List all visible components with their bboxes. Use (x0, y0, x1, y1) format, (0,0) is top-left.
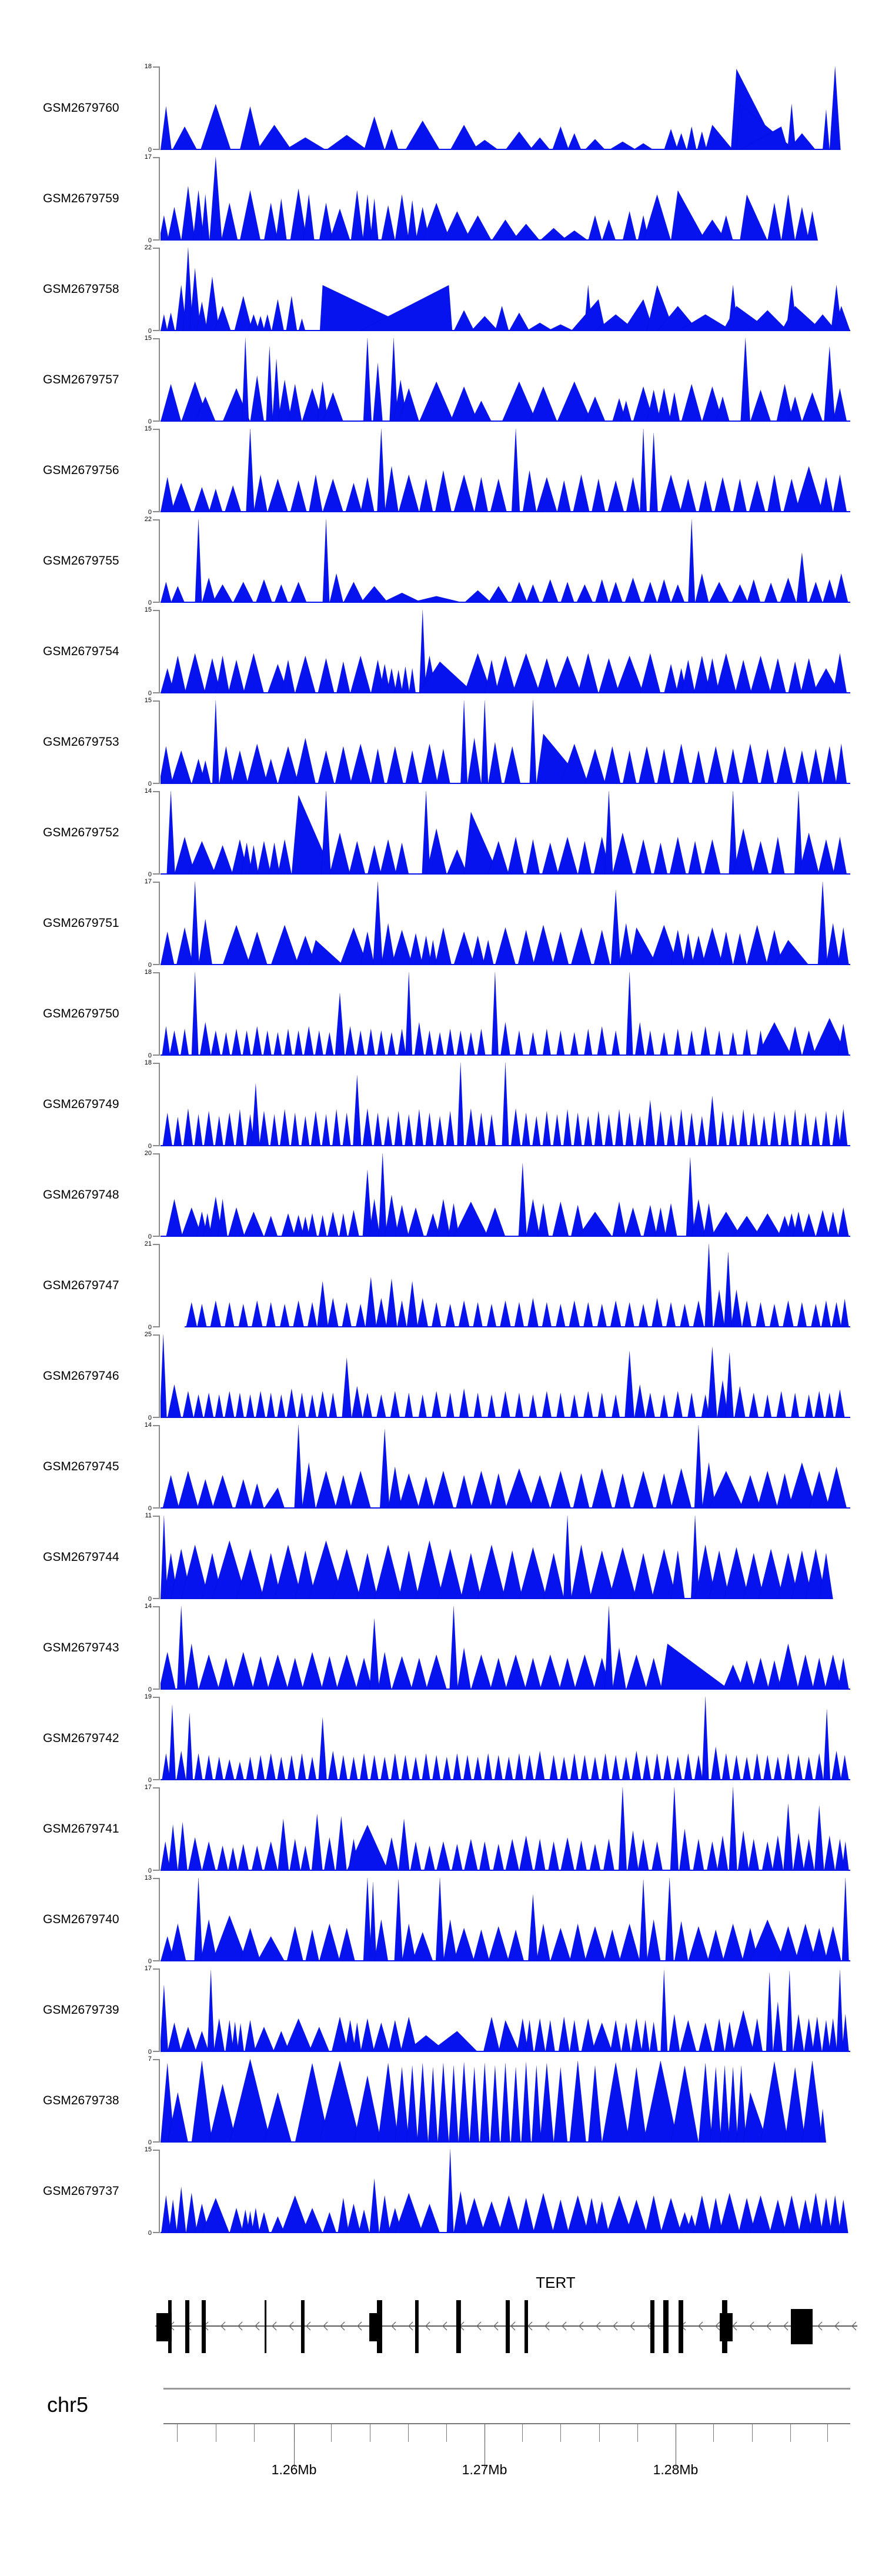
yaxis-zero-label: 0 (148, 1052, 152, 1059)
coverage-area (161, 1878, 850, 1961)
coverage-track (0, 1693, 882, 1784)
yaxis-line (159, 1153, 160, 1237)
sample-label: GSM2679744 (43, 1550, 119, 1564)
yaxis-max-label: 18 (144, 1059, 152, 1066)
coverage-area (161, 700, 850, 784)
yaxis-line (159, 2059, 160, 2143)
coverage-area (161, 519, 850, 603)
yaxis-zero-label: 0 (148, 146, 152, 154)
yaxis-max-label: 25 (144, 1331, 152, 1338)
coverage-track (0, 1874, 882, 1965)
sample-label: GSM2679758 (43, 282, 119, 296)
yaxis-line (159, 1878, 160, 1961)
yaxis-line (159, 882, 160, 965)
yaxis-max-label: 20 (144, 1150, 152, 1157)
coverage-area (161, 882, 850, 965)
sample-label: GSM2679746 (43, 1369, 119, 1383)
coverage-track (0, 154, 882, 244)
sample-label: GSM2679737 (43, 2184, 119, 2198)
sample-label: GSM2679747 (43, 1279, 119, 1292)
yaxis-zero-label: 0 (148, 1233, 152, 1240)
yaxis-line (159, 2150, 160, 2233)
yaxis-zero-label: 0 (148, 599, 152, 606)
sample-label: GSM2679749 (43, 1097, 119, 1111)
sample-label: GSM2679753 (43, 735, 119, 749)
yaxis-zero-label: 0 (148, 780, 152, 788)
yaxis-max-label: 15 (144, 335, 152, 342)
yaxis-zero-label: 0 (148, 1958, 152, 1965)
coverage-track (0, 1422, 882, 1512)
yaxis-max-label: 17 (144, 1784, 152, 1791)
sample-label: GSM2679760 (43, 101, 119, 115)
coverage-track (0, 1331, 882, 1422)
yaxis-zero-label: 0 (148, 962, 152, 969)
yaxis-line (159, 1244, 160, 1327)
coverage-area (161, 157, 850, 241)
sample-label: GSM2679739 (43, 2003, 119, 2017)
sample-label: GSM2679750 (43, 1007, 119, 1020)
coverage-area (161, 1606, 850, 1690)
coverage-track (0, 606, 882, 697)
coverage-track (0, 969, 882, 1059)
genome-ruler (0, 2376, 882, 2505)
coverage-track (0, 63, 882, 154)
coverage-area (161, 429, 850, 512)
yaxis-line (159, 1063, 160, 1146)
coverage-track (0, 1059, 882, 1150)
genome-axis-graphic (0, 2376, 882, 2470)
yaxis-max-label: 15 (144, 606, 152, 613)
yaxis-zero-label: 0 (148, 237, 152, 244)
coverage-track (0, 244, 882, 335)
sample-label: GSM2679741 (43, 1822, 119, 1836)
coverage-track (0, 697, 882, 788)
yaxis-max-label: 18 (144, 969, 152, 976)
yaxis-max-label: 14 (144, 788, 152, 795)
coverage-track (0, 425, 882, 516)
coverage-area (161, 2059, 850, 2143)
yaxis-line (159, 1697, 160, 1780)
yaxis-zero-label: 0 (148, 2139, 152, 2146)
coverage-track (0, 878, 882, 969)
sample-label: GSM2679756 (43, 463, 119, 477)
yaxis-line (159, 1425, 160, 1509)
yaxis-zero-label: 0 (148, 1596, 152, 1603)
yaxis-zero-label: 0 (148, 418, 152, 425)
yaxis-max-label: 14 (144, 1422, 152, 1429)
coverage-area (161, 610, 850, 693)
yaxis-zero-label: 0 (148, 1143, 152, 1150)
yaxis-line (159, 700, 160, 784)
yaxis-line (159, 248, 160, 331)
coverage-area (161, 1516, 850, 1599)
yaxis-line (159, 1968, 160, 2052)
coverage-area (161, 66, 850, 150)
sample-label: GSM2679745 (43, 1460, 119, 1473)
coverage-area (161, 338, 850, 422)
sample-label: GSM2679742 (43, 1731, 119, 1745)
axis-mb-label: 1.26Mb (271, 2462, 317, 2477)
coverage-area (161, 2150, 850, 2233)
sample-label: GSM2679748 (43, 1188, 119, 1202)
axis-mb-label: 1.28Mb (653, 2462, 699, 2477)
sample-label: GSM2679751 (43, 916, 119, 930)
yaxis-max-label: 22 (144, 244, 152, 251)
yaxis-line (159, 519, 160, 603)
yaxis-max-label: 15 (144, 2146, 152, 2153)
yaxis-line (159, 610, 160, 693)
yaxis-max-label: 13 (144, 1874, 152, 1881)
yaxis-line (159, 972, 160, 1056)
sample-label: GSM2679743 (43, 1641, 119, 1654)
yaxis-zero-label: 0 (148, 1686, 152, 1693)
yaxis-max-label: 15 (144, 697, 152, 704)
sample-label: GSM2679740 (43, 1913, 119, 1926)
yaxis-max-label: 21 (144, 1240, 152, 1247)
sample-label: GSM2679752 (43, 826, 119, 839)
yaxis-max-label: 18 (144, 63, 152, 70)
coverage-area (161, 1425, 850, 1509)
coverage-track (0, 335, 882, 425)
coverage-track (0, 1512, 882, 1603)
yaxis-zero-label: 0 (148, 509, 152, 516)
yaxis-line (159, 66, 160, 150)
yaxis-max-label: 22 (144, 516, 152, 523)
yaxis-zero-label: 0 (148, 1867, 152, 1874)
coverage-track (0, 1603, 882, 1693)
coverage-area (161, 1697, 850, 1780)
coverage-track (0, 1784, 882, 1874)
yaxis-max-label: 15 (144, 425, 152, 432)
yaxis-line (159, 1787, 160, 1871)
yaxis-line (159, 157, 160, 241)
coverage-area (161, 1334, 850, 1418)
coverage-area (161, 791, 850, 875)
coverage-track (0, 1240, 882, 1331)
gene-name-label: TERT (536, 2274, 576, 2291)
sample-label: GSM2679738 (43, 2094, 119, 2107)
coverage-area (161, 972, 850, 1056)
yaxis-line (159, 1606, 160, 1690)
gene-model-track (0, 2274, 882, 2364)
yaxis-max-label: 19 (144, 1693, 152, 1700)
yaxis-zero-label: 0 (148, 1324, 152, 1331)
coverage-area (161, 1244, 850, 1327)
coverage-track (0, 788, 882, 878)
coverage-area (161, 1063, 850, 1146)
coverage-track (0, 516, 882, 606)
coverage-track (0, 1965, 882, 2056)
coverage-track (0, 1150, 882, 1240)
yaxis-zero-label: 0 (148, 690, 152, 697)
gene-model-graphic (0, 2282, 882, 2364)
coverage-track (0, 2146, 882, 2237)
sample-label: GSM2679759 (43, 192, 119, 205)
yaxis-zero-label: 0 (148, 2230, 152, 2237)
yaxis-line (159, 791, 160, 875)
yaxis-zero-label: 0 (148, 1414, 152, 1422)
yaxis-zero-label: 0 (148, 1777, 152, 1784)
yaxis-zero-label: 0 (148, 2048, 152, 2056)
axis-mb-label: 1.27Mb (462, 2462, 507, 2477)
yaxis-max-label: 17 (144, 878, 152, 885)
sample-label: GSM2679755 (43, 554, 119, 568)
coverage-area (161, 248, 850, 331)
yaxis-max-label: 7 (148, 2056, 152, 2063)
chromosome-label: chr5 (47, 2393, 89, 2417)
coverage-area (161, 1968, 850, 2052)
coverage-track (0, 2056, 882, 2146)
yaxis-zero-label: 0 (148, 1505, 152, 1512)
yaxis-max-label: 17 (144, 154, 152, 161)
sample-label: GSM2679754 (43, 645, 119, 658)
yaxis-max-label: 11 (145, 1512, 152, 1519)
yaxis-line (159, 1334, 160, 1418)
yaxis-zero-label: 0 (148, 871, 152, 878)
coverage-area (161, 1787, 850, 1871)
yaxis-zero-label: 0 (148, 328, 152, 335)
yaxis-line (159, 1516, 160, 1599)
yaxis-line (159, 338, 160, 422)
yaxis-max-label: 17 (144, 1965, 152, 1972)
sample-label: GSM2679757 (43, 373, 119, 386)
coverage-area (161, 1153, 850, 1237)
yaxis-max-label: 14 (144, 1603, 152, 1610)
yaxis-line (159, 429, 160, 512)
